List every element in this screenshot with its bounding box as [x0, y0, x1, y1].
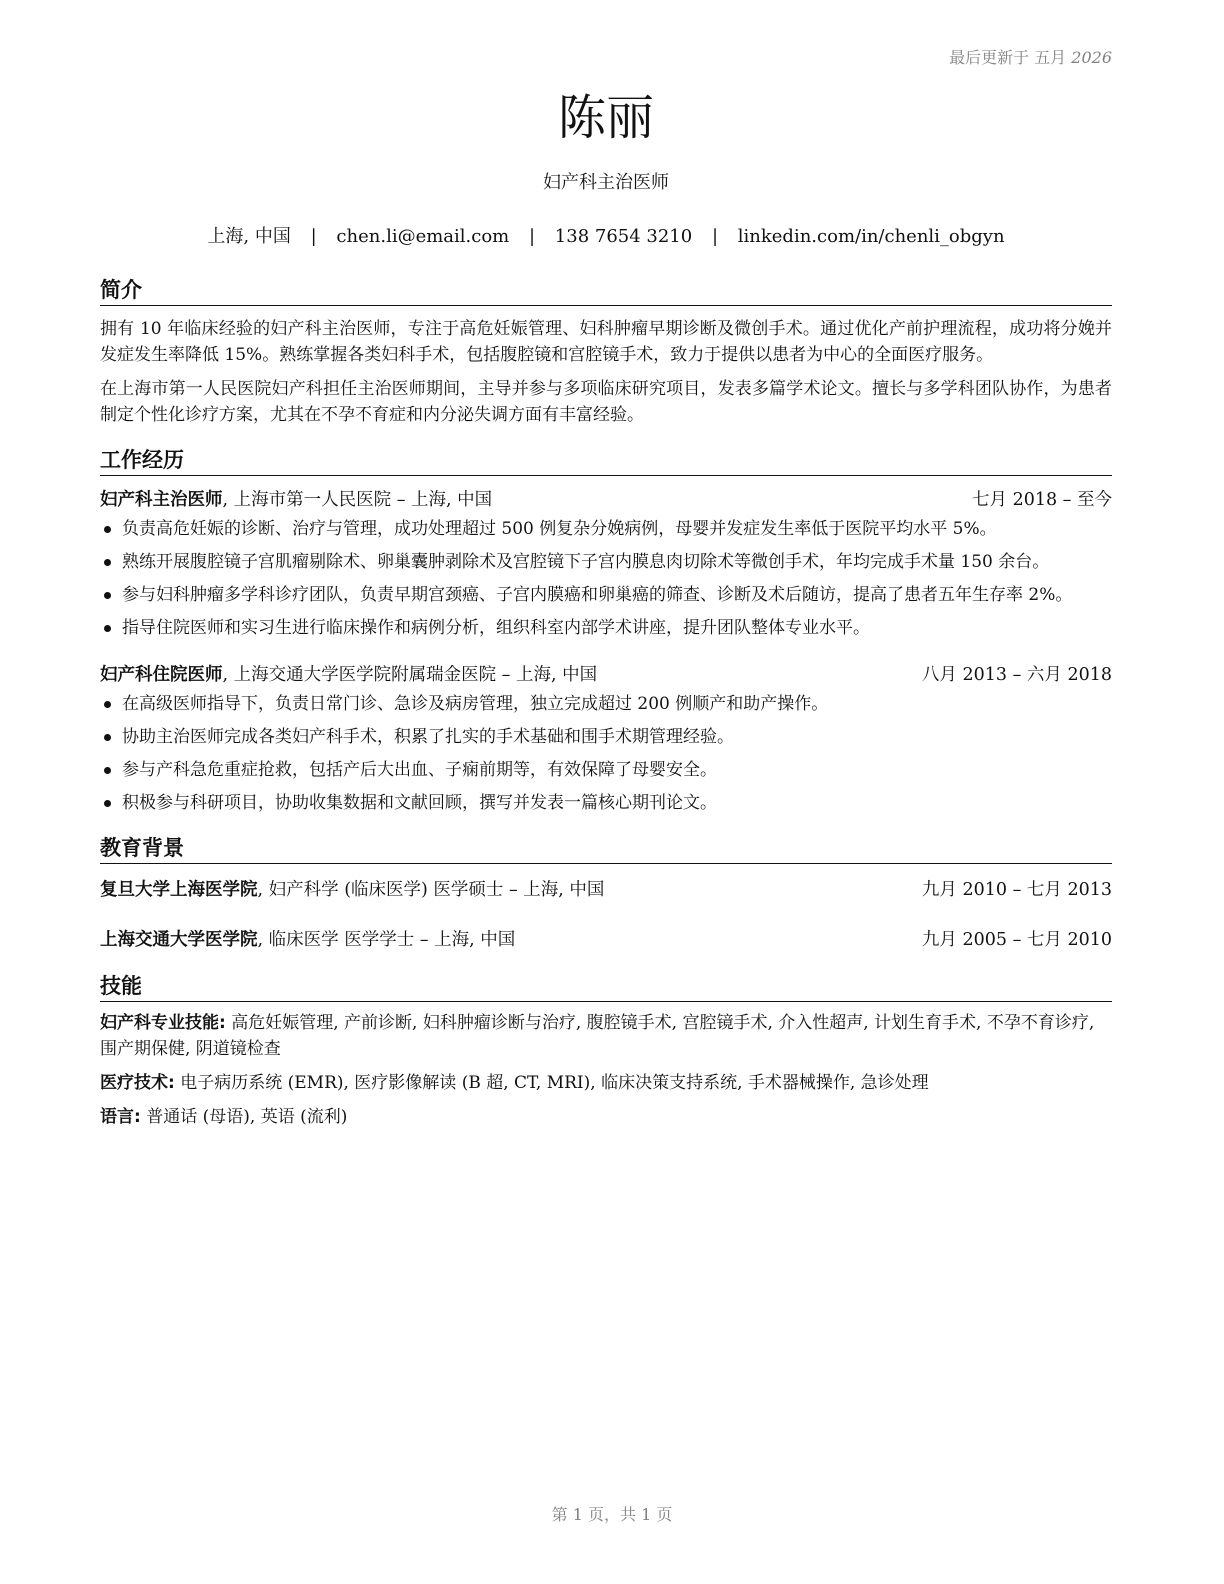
- degree-details: , 妇产科学 (临床医学) 医学硕士 – 上海, 中国: [257, 880, 605, 900]
- contact-location: 上海, 中国: [207, 226, 291, 247]
- education-dates: 九月 2010 – 七月 2013: [921, 880, 1112, 900]
- education-entry: [100, 876, 1112, 904]
- bullet-text: 熟练开展腹腔镜子宫肌瘤剔除术、卵巢囊肿剥除术及宫腔镜下子宫内膜息肉切除术等微创手术，年均完成手术量 150 余台。: [122, 552, 1050, 572]
- bullet-icon: [104, 526, 111, 533]
- contact-email[interactable]: chen.li@email.com: [336, 226, 510, 247]
- contact-separator: |: [711, 226, 719, 247]
- bullet-text: 协助主治医师完成各类妇产科手术，积累了扎实的手术基础和围手术期管理经验。: [122, 727, 734, 747]
- experience-title-line: [100, 486, 492, 514]
- bullet-icon: [104, 559, 111, 566]
- last-updated-month: 五月: [1034, 48, 1067, 67]
- bullet-text: 指导住院医师和实习生进行临床操作和病例分析，组织科室内部学术讲座，提升团队整体专业水平。: [122, 618, 870, 638]
- list-item: [100, 757, 1112, 783]
- summary-paragraph: 拥有 10 年临床经验的妇产科主治医师，专注于高危妊娠管理、妇科肿瘤早期诊断及微创手术。通过优化产前护理流程，成功将分娩并发症发生率降低 15%。熟练掌握各类妇科手术，包括腹腔镜和宫腔镜手术，致力于提供以患者为中心的全面医疗服务。: [100, 319, 1112, 365]
- bullet-text: 参与产科急危重症抢救，包括产后大出血、子痫前期等，有效保障了母婴安全。: [122, 760, 717, 780]
- skill-group-label: 妇产科专业技能:: [100, 1013, 226, 1033]
- job-bullets: [100, 691, 1112, 816]
- experience-entry: [100, 661, 1112, 816]
- bullet-icon: [104, 767, 111, 774]
- last-updated: [949, 45, 1112, 68]
- skill-group-label: 医疗技术:: [100, 1073, 175, 1093]
- experience-entry-header: [100, 486, 1112, 514]
- job-details: , 上海交通大学医学院附属瑞金医院 – 上海, 中国: [222, 665, 598, 685]
- bullet-text: 积极参与科研项目，协助收集数据和文献回顾，撰写并发表一篇核心期刊论文。: [122, 793, 717, 813]
- education-title-line: [100, 876, 604, 904]
- skills-section: [100, 972, 1112, 1130]
- degree-details: , 临床医学 医学学士 – 上海, 中国: [257, 930, 516, 950]
- bullet-icon: [104, 800, 111, 807]
- skill-group-value: 高危妊娠管理, 产前诊断, 妇科肿瘤诊断与治疗, 腹腔镜手术, 宫腔镜手术, 介入性超声, 计划生育手术, 不孕不育诊疗, 围产期保健, 阴道镜检查: [100, 1013, 1095, 1059]
- list-item: [100, 615, 1112, 641]
- bullet-icon: [104, 701, 111, 708]
- last-updated-year: 2026: [1071, 48, 1112, 67]
- contact-linkedin[interactable]: linkedin.com/in/chenli_obgyn: [737, 226, 1005, 247]
- bullet-icon: [104, 734, 111, 741]
- job-dates: 八月 2013 – 六月 2018: [921, 665, 1112, 685]
- education-section: [100, 834, 1112, 954]
- list-item: [100, 549, 1112, 575]
- section-title-skills: 技能: [100, 972, 1112, 1002]
- job-role: 妇产科主治医师: [100, 490, 223, 510]
- summary-paragraph: 在上海市第一人民医院妇产科担任主治医师期间，主导并参与多项临床研究项目，发表多篇学术论文。擅长与多学科团队协作，为患者制定个性化诊疗方案，尤其在不孕不育症和内分泌失调方面有丰富经验。: [100, 379, 1112, 425]
- bullet-icon: [104, 592, 111, 599]
- school-name: 上海交通大学医学院: [100, 930, 258, 950]
- contact-separator: |: [310, 226, 317, 247]
- candidate-name: 陈丽: [557, 90, 654, 146]
- section-title-summary: 简介: [100, 276, 1112, 306]
- list-item: [100, 582, 1112, 608]
- list-item: [100, 790, 1112, 816]
- job-details: , 上海市第一人民医院 – 上海, 中国: [222, 490, 493, 510]
- skill-group-label: 语言:: [100, 1107, 141, 1127]
- job-role: 妇产科住院医师: [100, 665, 223, 685]
- candidate-headline: 妇产科主治医师: [543, 172, 669, 193]
- experience-section: [100, 446, 1112, 816]
- list-item: [100, 516, 1112, 542]
- skill-group-value: 普通话 (母语), 英语 (流利): [140, 1107, 348, 1127]
- contact-separator: |: [528, 226, 536, 247]
- education-title-line: [100, 926, 515, 954]
- bullet-icon: [104, 625, 111, 632]
- education-dates: 九月 2005 – 七月 2010: [921, 930, 1112, 950]
- skill-group: [100, 1070, 1112, 1096]
- section-title-education: 教育背景: [100, 834, 1112, 864]
- resume-body: [100, 276, 1112, 1130]
- school-name: 复旦大学上海医学院: [100, 880, 258, 900]
- job-bullets: [100, 516, 1112, 641]
- summary-section: [100, 276, 1112, 428]
- bullet-text: 在高级医师指导下，负责日常门诊、急诊及病房管理，独立完成超过 200 例顺产和助产操作。: [122, 694, 829, 714]
- list-item: [100, 724, 1112, 750]
- page-number: 第 1 页，共 1 页: [551, 1505, 673, 1524]
- bullet-text: 参与妇科肿瘤多学科诊疗团队，负责早期宫颈癌、子宫内膜癌和卵巢癌的筛查、诊断及术后随访，提高了患者五年生存率 2%。: [122, 585, 1073, 605]
- skill-group-value: 电子病历系统 (EMR), 医疗影像解读 (B 超, CT, MRI), 临床决策支持系统, 手术器械操作, 急诊处理: [174, 1073, 929, 1093]
- experience-title-line: [100, 661, 597, 689]
- experience-entry: [100, 486, 1112, 641]
- contact-line: [100, 223, 1112, 251]
- bullet-text: 负责高危妊娠的诊断、治疗与管理，成功处理超过 500 例复杂分娩病例，母婴并发症发生率低于医院平均水平 5%。: [122, 519, 997, 539]
- contact-phone: 138 7654 3210: [554, 226, 693, 247]
- skill-group: [100, 1104, 1112, 1130]
- experience-entry-header: [100, 661, 1112, 689]
- section-title-experience: 工作经历: [100, 446, 1112, 476]
- list-item: [100, 691, 1112, 717]
- education-entry: [100, 926, 1112, 954]
- job-dates: 七月 2018 – 至今: [972, 490, 1112, 510]
- last-updated-prefix: 最后更新于: [949, 48, 1030, 67]
- skill-group: [100, 1010, 1112, 1062]
